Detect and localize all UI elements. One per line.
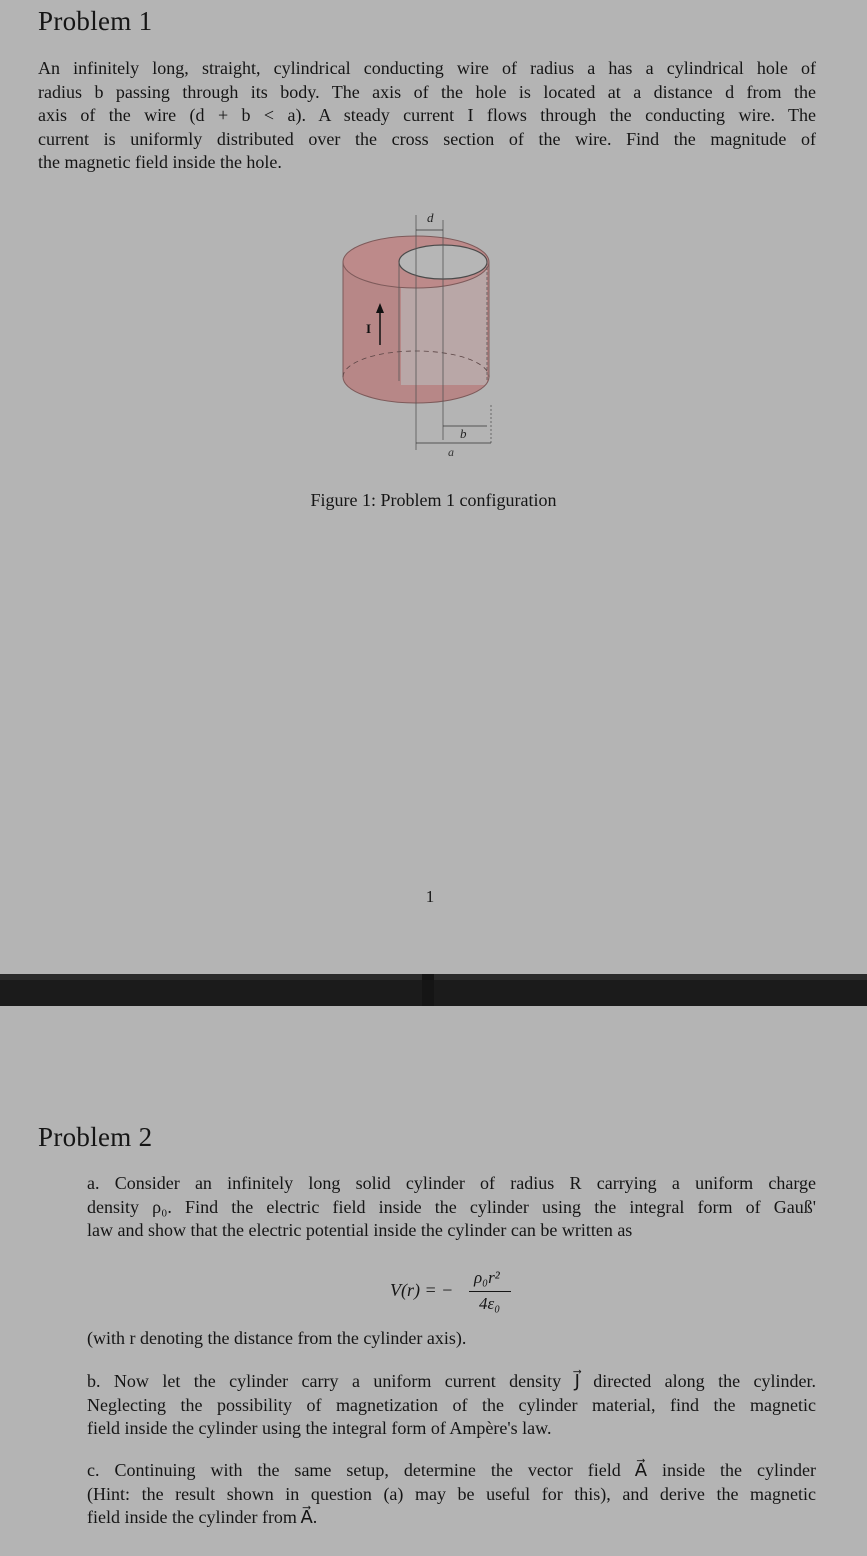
problem-1-line: An infinitely long, straight, cylindrical conducting wire of radius a has a cylindrical hole of <box>38 58 816 78</box>
potential-equation <box>390 1268 530 1318</box>
part-a-line: a. Consider an infinitely long solid cylinder of radius R carrying a uniform charge <box>87 1173 816 1193</box>
after-equation-text <box>87 1327 816 1351</box>
equation-numerator: ρ₀r² <box>474 1268 500 1287</box>
equation-lhs: V(r) = − <box>390 1280 454 1300</box>
part-c-text <box>87 1459 816 1530</box>
current-label: I <box>366 321 372 336</box>
problem-1-line: current is uniformly distributed over the cross section of the wire. Find the magnitude of <box>38 128 816 149</box>
page-separator <box>0 974 867 1006</box>
part-b-line: field inside the cylinder using the integral form of Ampère's law. <box>87 1418 552 1438</box>
problem-1-title: Problem 1 <box>38 6 153 36</box>
fraction-bar <box>469 1291 511 1292</box>
d-label: d <box>427 210 434 225</box>
problem-1-line: radius b passing through its body. The axis of the hole is located at a distance d from the <box>38 81 816 102</box>
part-b-line: Neglecting the possibility of magnetization of the cylinder material, find the magnetic <box>87 1394 816 1415</box>
cylinder-hole-figure <box>330 205 530 465</box>
problem-1-text <box>38 57 816 175</box>
problem-1-line: axis of the wire (d + b < a). A steady current I flows through the conducting wire. The <box>38 105 816 125</box>
part-a-line: law and show that the electric potential inside the cylinder can be written as <box>87 1220 633 1240</box>
part-c-line: field inside the cylinder from A⃗. <box>87 1507 318 1527</box>
figure-caption: Figure 1: Problem 1 configuration <box>310 490 557 510</box>
after-equation-line: (with r denoting the distance from the cylinder axis). <box>87 1328 467 1348</box>
part-a-line: density ρ₀. Find the electric field inside the cylinder using the integral form of Gauß' <box>87 1196 816 1217</box>
problem-1-line: the magnetic field inside the hole. <box>38 152 282 172</box>
equation-denominator: 4ε₀ <box>479 1294 501 1313</box>
page-2 <box>0 1006 867 1556</box>
separator-notch <box>422 974 434 1006</box>
part-b-text <box>87 1370 816 1441</box>
part-c-line: (Hint: the result shown in question (a) may be useful for this), and derive the magnetic <box>87 1483 816 1504</box>
problem-2-title: Problem 2 <box>38 1122 153 1152</box>
b-label: b <box>460 426 467 441</box>
part-a-text <box>87 1172 816 1243</box>
part-c-line: c. Continuing with the same setup, determine the vector field A⃗ inside the cylinder <box>87 1460 816 1480</box>
a-label: a <box>448 445 454 459</box>
page-number: 1 <box>425 887 435 906</box>
part-b-line: b. Now let the cylinder carry a uniform current density J⃗ directed along the cylinder. <box>87 1371 816 1391</box>
